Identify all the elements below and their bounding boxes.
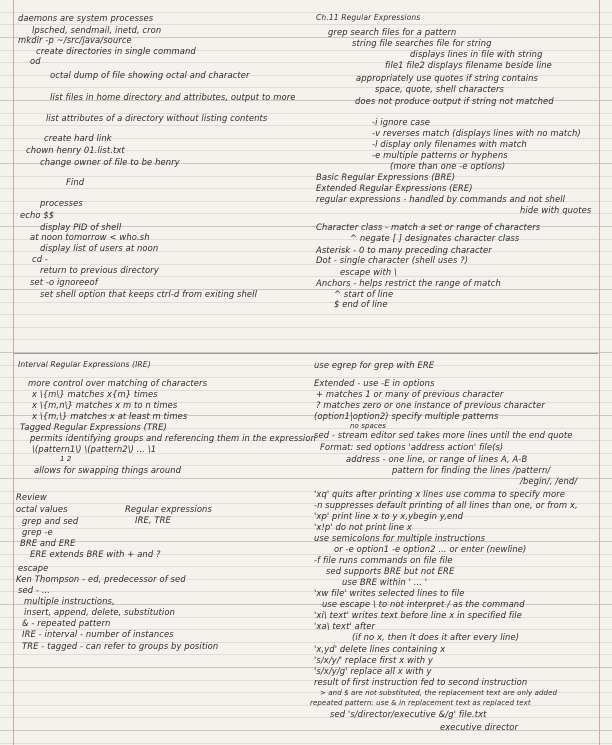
note-line: TRE - tagged - can refer to groups by position — [22, 641, 219, 651]
note-line: create directories in single command — [36, 46, 196, 56]
note-line: lpsched, sendmail, inetd, cron — [32, 25, 162, 35]
note-line: x \{m,n\} matches x m to n times — [32, 400, 178, 410]
note-line: displays lines in file with string — [410, 49, 543, 59]
note-line: Basic Regular Expressions (BRE) — [316, 172, 456, 182]
note-line: 'x!p' do not print line x — [314, 522, 412, 532]
section-divider — [14, 353, 598, 354]
note-line: sed - ... — [18, 585, 51, 595]
note-line: grep search files for a pattern — [328, 27, 457, 37]
note-line: Asterisk - 0 to many preceding character — [316, 245, 492, 255]
section-heading: Interval Regular Expressions (IRE) — [18, 360, 151, 369]
note-line: x \{m\} matches x{m} times — [32, 389, 158, 399]
note-line: 'x,yd' delete lines containing x — [314, 644, 446, 654]
note-line: & - repeated pattern — [22, 618, 111, 628]
note-line: use escape \ to not interpret / as the command — [322, 599, 525, 609]
note-line: Extended Regular Expressions (ERE) — [316, 183, 473, 193]
chapter-heading: Ch.11 Regular Expressions — [316, 13, 421, 22]
note-line: does not produce output if string not matched — [355, 96, 554, 106]
note-line: sed - stream editor sed takes more lines until the end quote — [314, 430, 573, 440]
right-margin-line — [599, 0, 600, 745]
note-line: -n suppresses default printing of all lines than one, or from x, — [314, 500, 578, 510]
note-line: address - one line, or range of lines A, A-B — [346, 454, 528, 464]
note-line: appropriately use quotes if string contains — [356, 73, 539, 83]
note-line: list files in home directory and attributes, output to more — [50, 92, 296, 102]
note-line: escape — [18, 563, 49, 573]
note-line: 'xp' print line x to y x,ybegin y,end — [314, 511, 464, 521]
note-line: \(pattern1\) \(pattern2\) ... \1 — [32, 444, 157, 454]
note-line: repeated pattern: use & in replacement text as replaced text — [310, 699, 531, 707]
note-line: 's/x/y/' replace first x with y — [314, 655, 433, 665]
note-line: sed 's/director/executive &/g' file.txt — [330, 709, 487, 719]
note-line: $ end of line — [334, 299, 388, 309]
note-line: display PID of shell — [40, 222, 122, 232]
note-line: IRE, TRE — [135, 515, 171, 525]
note-line: change owner of file to be henry — [40, 157, 180, 167]
note-line: hide with quotes — [520, 205, 592, 215]
note-line: allows for swapping things around — [34, 465, 182, 475]
note-line: permits identifying groups and referencing them in the expression — [30, 433, 316, 443]
note-line: chown henry 01.list.txt — [26, 145, 125, 155]
note-line: set shell option that keeps ctrl-d from exiting shell — [40, 289, 258, 299]
note-line: -i ignore case — [372, 117, 430, 127]
note-line: od — [30, 56, 41, 66]
note-line: BRE and ERE — [20, 538, 76, 548]
note-line: -e multiple patterns or hyphens — [372, 150, 508, 160]
note-line: + matches 1 or many of previous character — [316, 389, 504, 399]
note-line: Anchors - helps restrict the range of match — [316, 278, 501, 288]
note-line: escape with \ — [340, 267, 397, 277]
note-line: 's/x/y/g' replace all x with y — [314, 666, 432, 676]
note-line: grep -e — [22, 527, 53, 537]
note-line: -l display only filenames with match — [372, 139, 527, 149]
note-line: return to previous directory — [40, 265, 159, 275]
note-line: ^ start of line — [334, 289, 394, 299]
note-line: echo $$ — [20, 210, 55, 220]
note-line: IRE - interval - number of instances — [22, 629, 174, 639]
note-line: (option1|option2) specify multiple patterns — [314, 411, 499, 421]
note-line: -v reverses match (displays lines with no match) — [372, 128, 581, 138]
note-line: /begin/, /end/ — [520, 476, 578, 486]
note-line: Regular expressions — [125, 504, 212, 514]
note-line: create hard link — [44, 133, 112, 143]
note-line: cd - — [32, 254, 49, 264]
note-line: Dot - single character (shell uses ?) — [316, 255, 469, 265]
note-line: set -o ignoreeof — [30, 277, 98, 287]
note-line: Find — [66, 177, 85, 187]
note-line: Format: sed options 'address action' file(s) — [320, 442, 504, 452]
note-line: pattern for finding the lines /pattern/ — [392, 465, 551, 475]
note-line: display list of users at noon — [40, 243, 159, 253]
note-line: -f file runs commands on file file — [314, 555, 453, 565]
note-line: Extended - use -E in options — [314, 378, 435, 388]
note-line: or -e option1 -e option2 ... or enter (newline) — [334, 544, 527, 554]
note-line: 'xa\ text' after — [314, 621, 376, 631]
note-line: 'xq' quits after printing x lines use comma to specify more — [314, 489, 565, 499]
note-line: x \{m,\} matches x at least m times — [32, 411, 188, 421]
left-margin-line — [13, 0, 14, 745]
note-line: octal values — [16, 504, 68, 514]
note-line: at noon tomorrow < who.sh — [30, 232, 150, 242]
note-line: ? matches zero or one instance of previous character — [316, 400, 545, 410]
note-line: file1 file2 displays filename beside line — [385, 60, 552, 70]
note-line: multiple instructions, — [24, 596, 115, 606]
note-line: processes — [40, 198, 83, 208]
note-line: (more than one -e options) — [390, 161, 506, 171]
note-line: list attributes of a directory without listing contents — [46, 113, 268, 123]
note-line: Ken Thompson - ed, predecessor of sed — [16, 574, 186, 584]
note-line: ERE extends BRE with + and ? — [30, 549, 161, 559]
note-line: sed supports BRE but not ERE — [326, 566, 455, 576]
note-line: executive director — [440, 722, 519, 732]
note-line: 'xi\ text' writes text before line x in specified file — [314, 610, 522, 620]
note-line: result of first instruction fed to second instruction — [314, 677, 528, 687]
note-line: insert, append, delete, substitution — [24, 607, 175, 617]
note-line: daemons are system processes — [18, 13, 154, 23]
note-line: 1 2 — [60, 455, 72, 463]
note-line: 'xw file' writes selected lines to file — [314, 588, 465, 598]
note-line: regular expressions - handled by commands and not shell — [316, 194, 566, 204]
note-line: grep and sed — [22, 516, 79, 526]
note-line: use BRE within ' ... ' — [342, 577, 428, 587]
note-line: ^ negate [ ] designates character class — [350, 233, 520, 243]
note-line: string file searches file for string — [352, 38, 492, 48]
note-line: no spaces — [350, 422, 387, 430]
note-line: more control over matching of characters — [28, 378, 208, 388]
note-line: octal dump of file showing octal and character — [50, 70, 250, 80]
note-line: space, quote, shell characters — [375, 84, 505, 94]
note-line: mkdir -p ~/src/java/source — [18, 35, 132, 45]
note-line: Character class - match a set or range of characters — [316, 222, 541, 232]
note-line: Tagged Regular Expressions (TRE) — [20, 422, 167, 432]
note-line: Review — [16, 492, 47, 502]
note-line: (if no x, then it does it after every line) — [352, 632, 520, 642]
note-line: use egrep for grep with ERE — [314, 360, 435, 370]
note-line: > and $ are not substituted, the replacement text are only added — [320, 689, 558, 697]
note-line: use semicolons for multiple instructions — [314, 533, 486, 543]
